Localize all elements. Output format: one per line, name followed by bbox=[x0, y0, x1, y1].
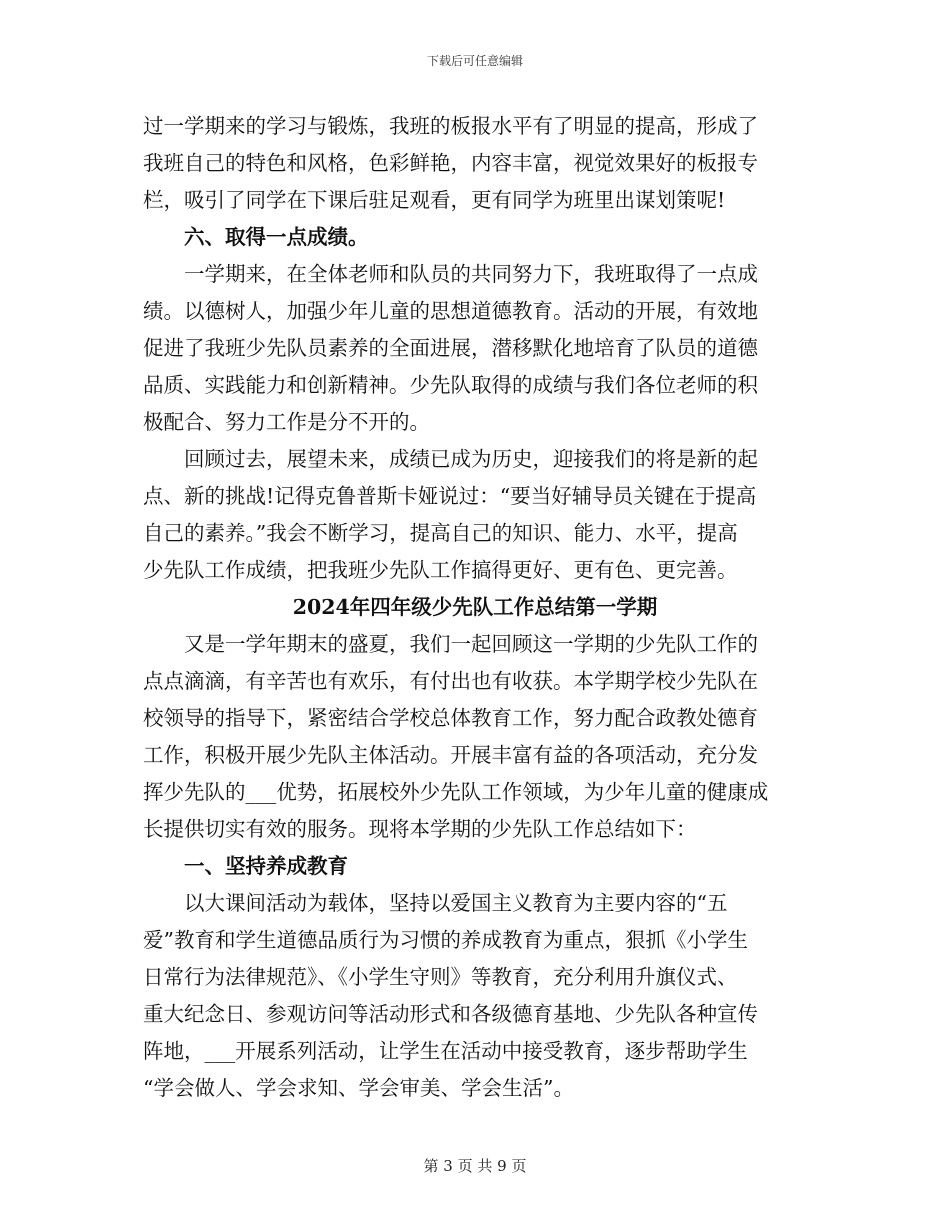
text-line: 爱”教育和学生道德品质行为习惯的养成教育为重点，狠抓《小学生 bbox=[143, 928, 748, 952]
text-line: 点点滴滴，有辛苦也有欢乐，有付出也有收获。本学期学校少先队在 bbox=[143, 669, 758, 693]
page-footer: 第 3 页 共 9 页 bbox=[423, 1157, 527, 1175]
document-title bbox=[143, 589, 807, 626]
text-line: 品质、实践能力和创新精神。少先队取得的成绩与我们各位老师的积 bbox=[143, 373, 758, 397]
heading-line: 六、取得一点成绩。 bbox=[143, 225, 369, 249]
paragraph-intro bbox=[143, 626, 807, 848]
text-line: 绩。以德树人，加强少年儿童的思想道德教育。活动的开展，有效地 bbox=[143, 299, 758, 323]
text-line: 点、新的挑战!记得克鲁普斯卡娅说过：“要当好辅导员关键在于提高 bbox=[143, 484, 757, 508]
text-line: 日常行为法律规范》、《小学生守则》等教育，充分利用升旗仪式、 bbox=[143, 965, 738, 989]
text-line: 长提供切实有效的服务。现将本学期的少先队工作总结如下： bbox=[143, 817, 697, 841]
text-line: 极配合、努力工作是分不开的。 bbox=[143, 410, 430, 434]
text-line: 工作，积极开展少先队主体活动。开展丰富有益的各项活动，充分发 bbox=[143, 743, 758, 767]
heading-line: 一、坚持养成教育 bbox=[143, 854, 348, 878]
text-line: 又是一学年期末的盛夏，我们一起回顾这一学期的少先队工作的 bbox=[143, 632, 758, 656]
text-line: “学会做人、学会求知、学会审美、学会生活”。 bbox=[143, 1076, 574, 1100]
paragraph-review bbox=[143, 441, 807, 589]
text-line: 重大纪念日、参观访问等活动形式和各级德育基地、少先队各种宣传 bbox=[143, 1002, 758, 1026]
text-line: 自己的素养。”我会不断学习，提高自己的知识、能力、水平，提高 bbox=[143, 521, 738, 545]
section-heading-achievements bbox=[143, 219, 807, 256]
text-line: 促进了我班少先队员素养的全面进展，潜移默化地培育了队员的道德 bbox=[143, 336, 758, 360]
page-header: 下载后可任意编辑 bbox=[426, 54, 523, 68]
text-line: 栏，吸引了同学在下课后驻足观看，更有同学为班里出谋划策呢! bbox=[143, 188, 726, 212]
text-line: 阵地，___开展系列活动，让学生在活动中接受教育，逐步帮助学生 bbox=[143, 1039, 748, 1063]
paragraph-habit-education bbox=[143, 885, 807, 1107]
text-line: 挥少先队的___优势，拓展校外少先队工作领域，为少年儿童的健康成 bbox=[143, 780, 769, 804]
text-line: 过一学期来的学习与锻炼，我班的板报水平有了明显的提高，形成了 bbox=[143, 114, 758, 138]
text-line: 回顾过去，展望未来，成绩已成为历史，迎接我们的将是新的起 bbox=[143, 447, 758, 471]
paragraph-board-report bbox=[143, 108, 807, 219]
title-line: 2024年四年级少先队工作总结第一学期 bbox=[292, 595, 658, 619]
document-body bbox=[143, 108, 807, 1107]
text-line: 一学期来，在全体老师和队员的共同努力下，我班取得了一点成 bbox=[143, 262, 758, 286]
text-line: 少先队工作成绩，把我班少先队工作搞得更好、更有色、更完善。 bbox=[143, 558, 738, 582]
text-line: 校领导的指导下，紧密结合学校总体教育工作，努力配合政教处德育 bbox=[143, 706, 758, 730]
text-line: 我班自己的特色和风格，色彩鲜艳，内容丰富，视觉效果好的板报专 bbox=[143, 151, 758, 175]
section-heading-habit-education bbox=[143, 848, 807, 885]
text-line: 以大课间活动为载体，坚持以爱国主义教育为主要内容的“五 bbox=[143, 891, 728, 915]
paragraph-achievements bbox=[143, 256, 807, 441]
